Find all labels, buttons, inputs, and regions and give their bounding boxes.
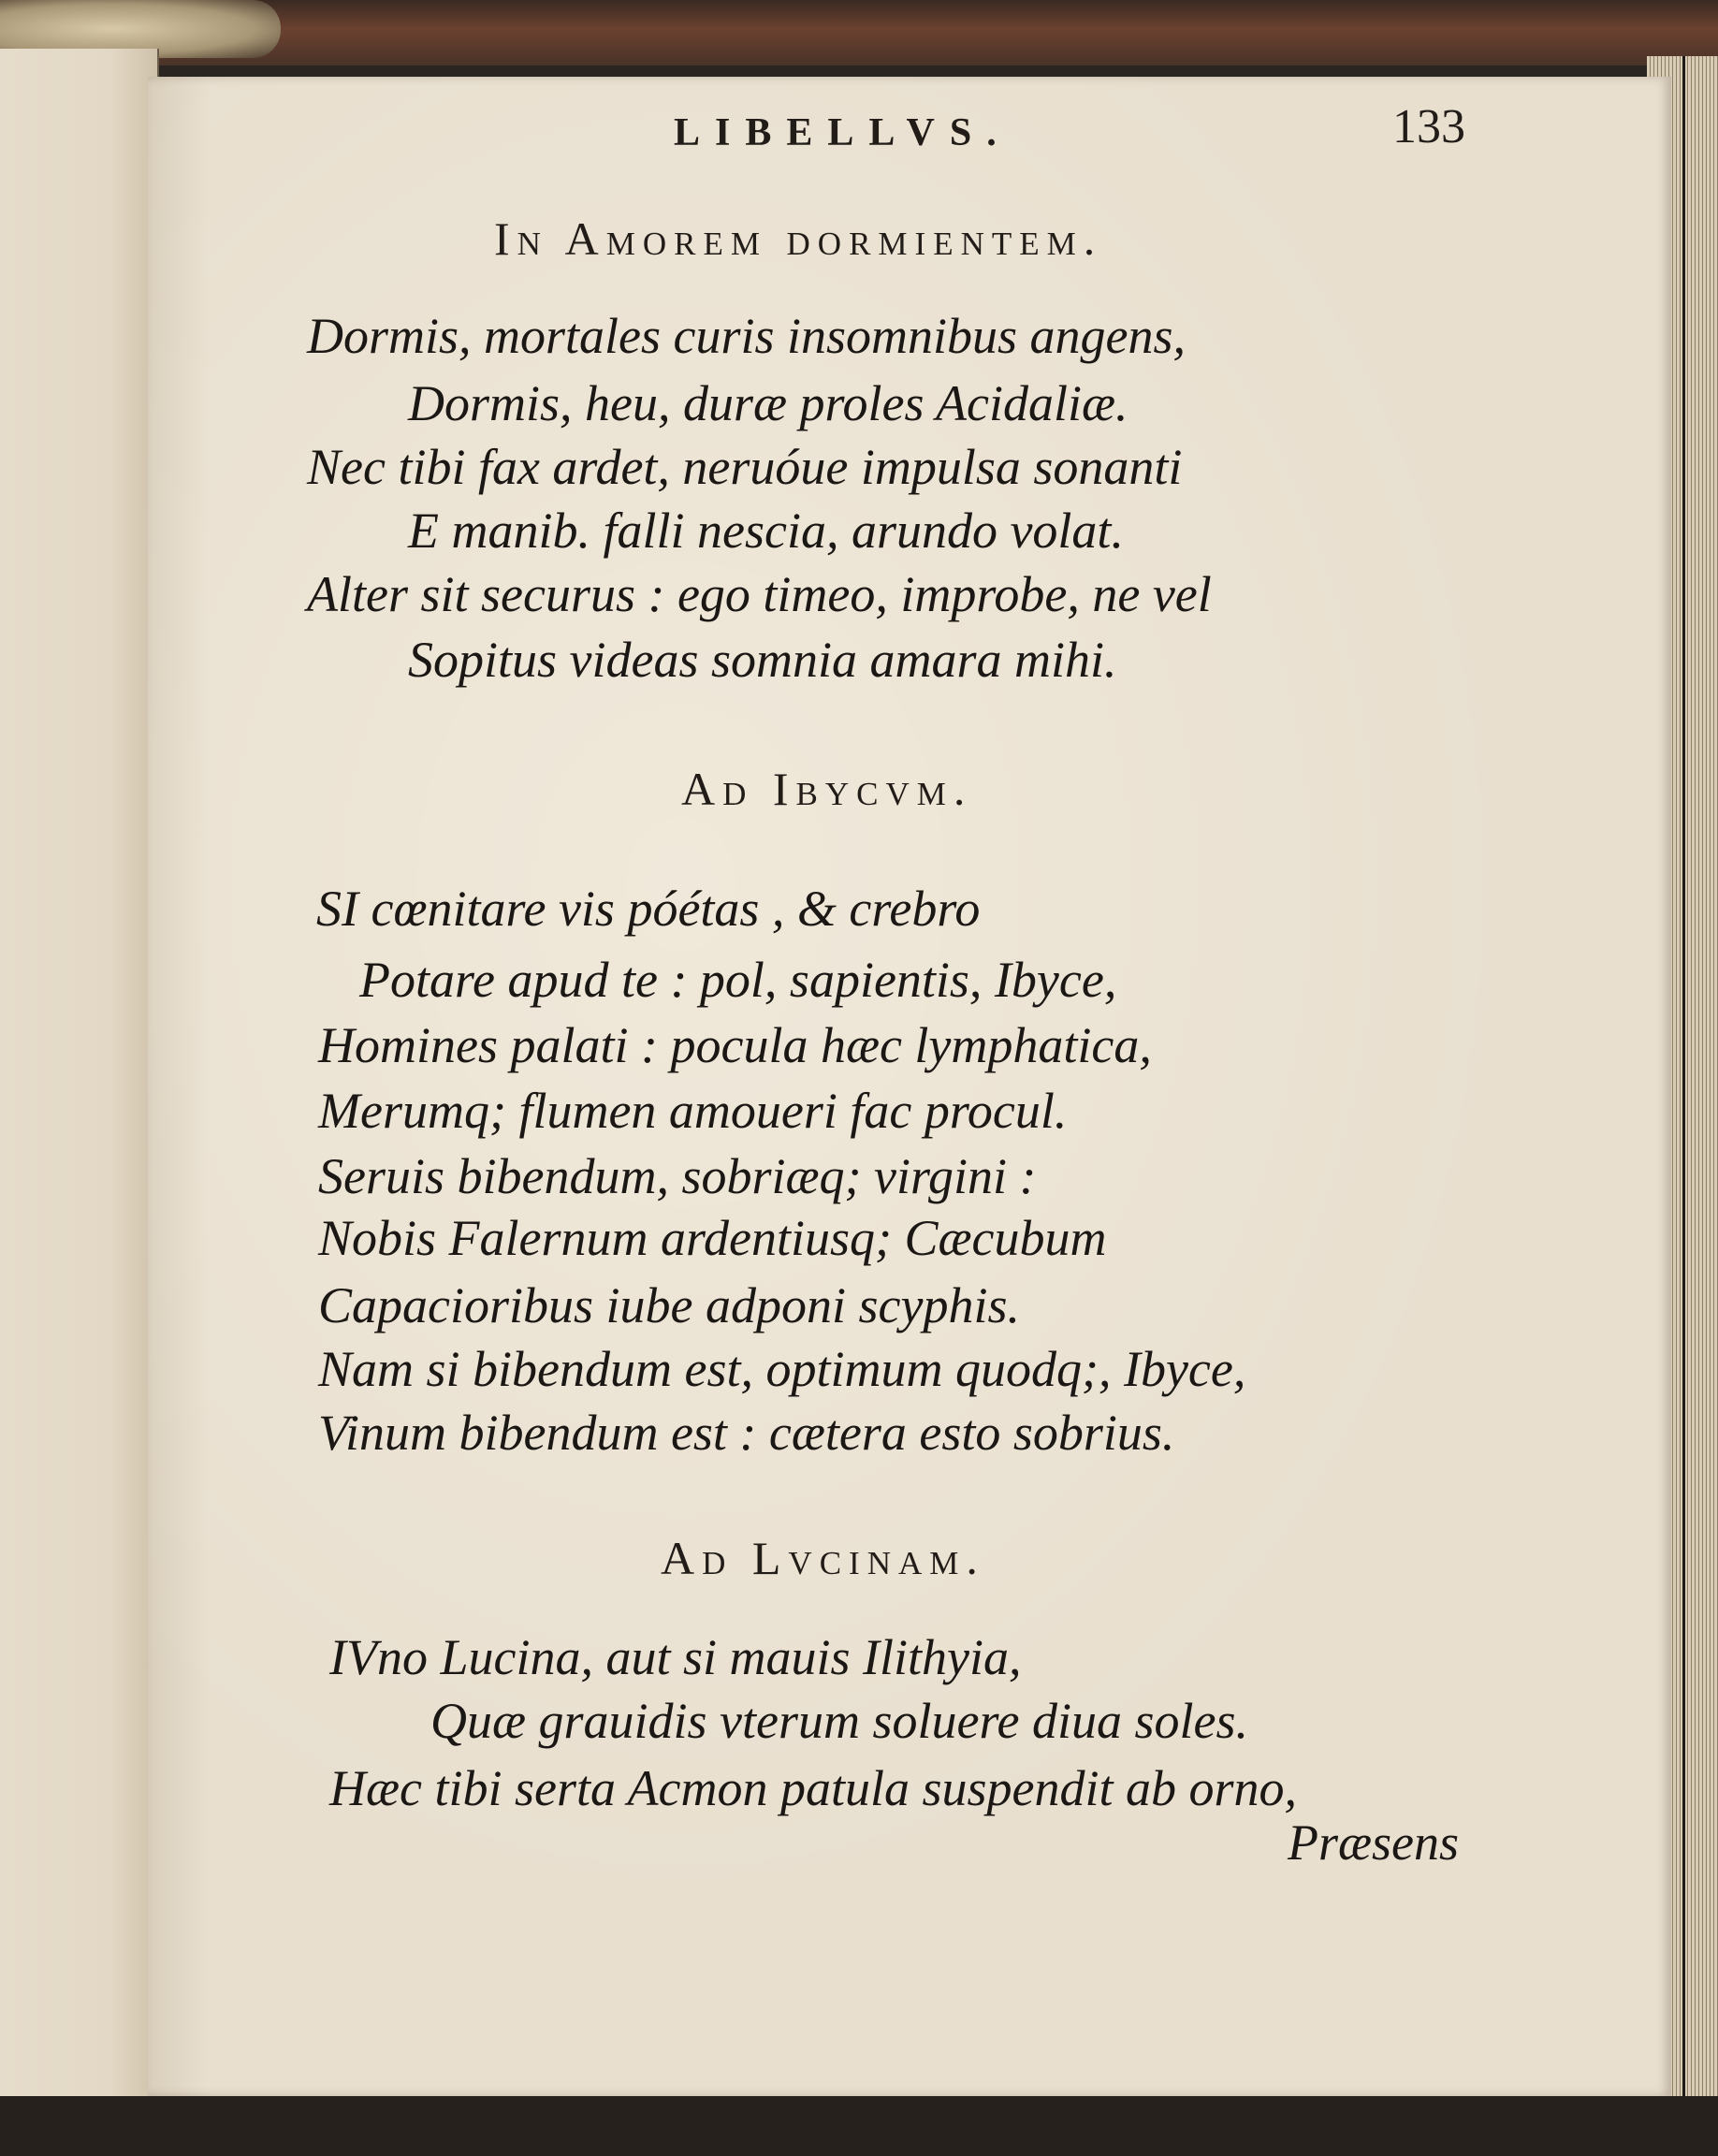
verse-line: Capacioribus iube adponi scyphis. [318,1277,1020,1333]
verse-line: Sopitus videas somnia amara mihi. [408,632,1117,688]
page-number: 133 [1392,100,1465,153]
page-edge-shadow [1682,56,1685,2096]
poem-title: Ad Ibycvm. [681,763,973,815]
left-page-edge [0,49,159,2107]
verse-line: Merumq; flumen amoueri fac procul. [318,1083,1068,1139]
poem-title: Ad Lvcinam. [661,1532,985,1584]
background-surface [0,2096,1718,2156]
verse-line: Alter sit securus : ego timeo, improbe, ne vel [307,566,1212,622]
verse-line: Potare apud te : pol, sapientis, Ibyce, [359,952,1117,1008]
verse-line: Hæc tibi serta Acmon patula suspendit ab orno, [329,1760,1297,1816]
catchword: Præsens [1288,1814,1460,1871]
verse-line: Dormis, mortales curis insomnibus angens, [307,308,1187,364]
verse-line: IVno Lucina, aut si mauis Ilithyia, [329,1629,1022,1685]
verse-line: Seruis bibendum, sobriæq; virgini : [318,1148,1037,1204]
verse-line: Nobis Falernum ardentiusq; Cæcubum [318,1210,1107,1266]
poem-title: In Amorem dormientem. [494,212,1103,265]
verse-line: Dormis, heu, duræ proles Acidaliæ. [408,375,1128,431]
verse-line: E manib. falli nescia, arundo volat. [408,503,1124,559]
verse-line: Nec tibi fax ardet, neruóue impulsa sonanti [307,439,1183,495]
verse-line: Homines palati : pocula hæc lymphatica, [318,1017,1152,1073]
verse-line: SI cœnitare vis póétas , & crebro [316,881,981,937]
verse-line: Quæ grauidis vterum soluere diua soles. [430,1693,1248,1749]
binding-strip [0,0,1718,66]
running-title: LIBELLVS. [674,111,1012,154]
verse-line: Vinum bibendum est : cætera esto sobrius. [318,1405,1175,1461]
verse-line: Nam si bibendum est, optimum quodq;, Ibyce, [318,1341,1246,1397]
